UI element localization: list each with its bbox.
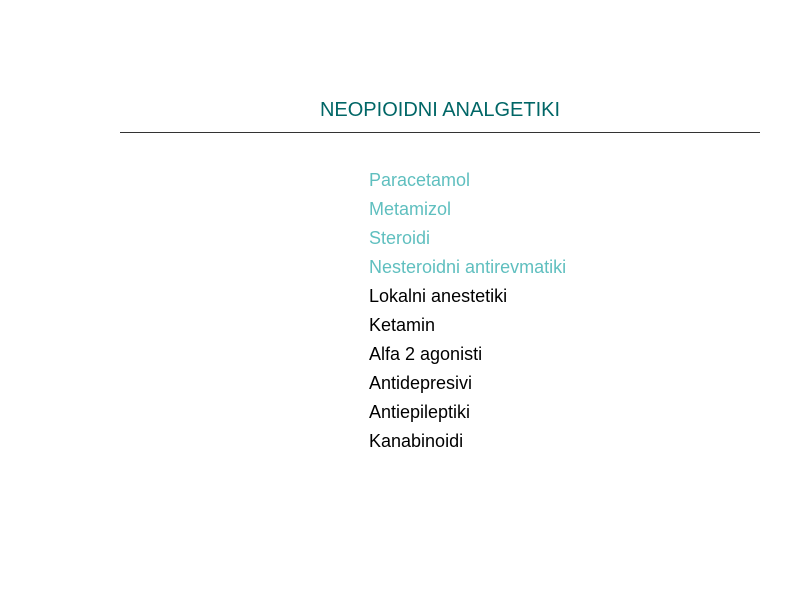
- analgesic-list: [369, 166, 566, 456]
- list-item: Alfa 2 agonisti: [369, 344, 483, 364]
- list-item: Antidepresivi: [369, 373, 473, 393]
- list-item: Kanabinoidi: [369, 431, 464, 451]
- title-divider: [120, 132, 760, 133]
- list-item: Steroidi: [369, 228, 431, 248]
- list-item: Antiepileptiki: [369, 402, 471, 422]
- list-item: Lokalni anestetiki: [369, 286, 508, 306]
- list-item: Ketamin: [369, 315, 436, 335]
- slide-title: NEOPIOIDNI ANALGETIKI: [319, 99, 561, 121]
- list-item: Metamizol: [369, 199, 452, 219]
- list-item: Nesteroidni antirevmatiki: [369, 257, 567, 277]
- list-item: Paracetamol: [369, 170, 471, 190]
